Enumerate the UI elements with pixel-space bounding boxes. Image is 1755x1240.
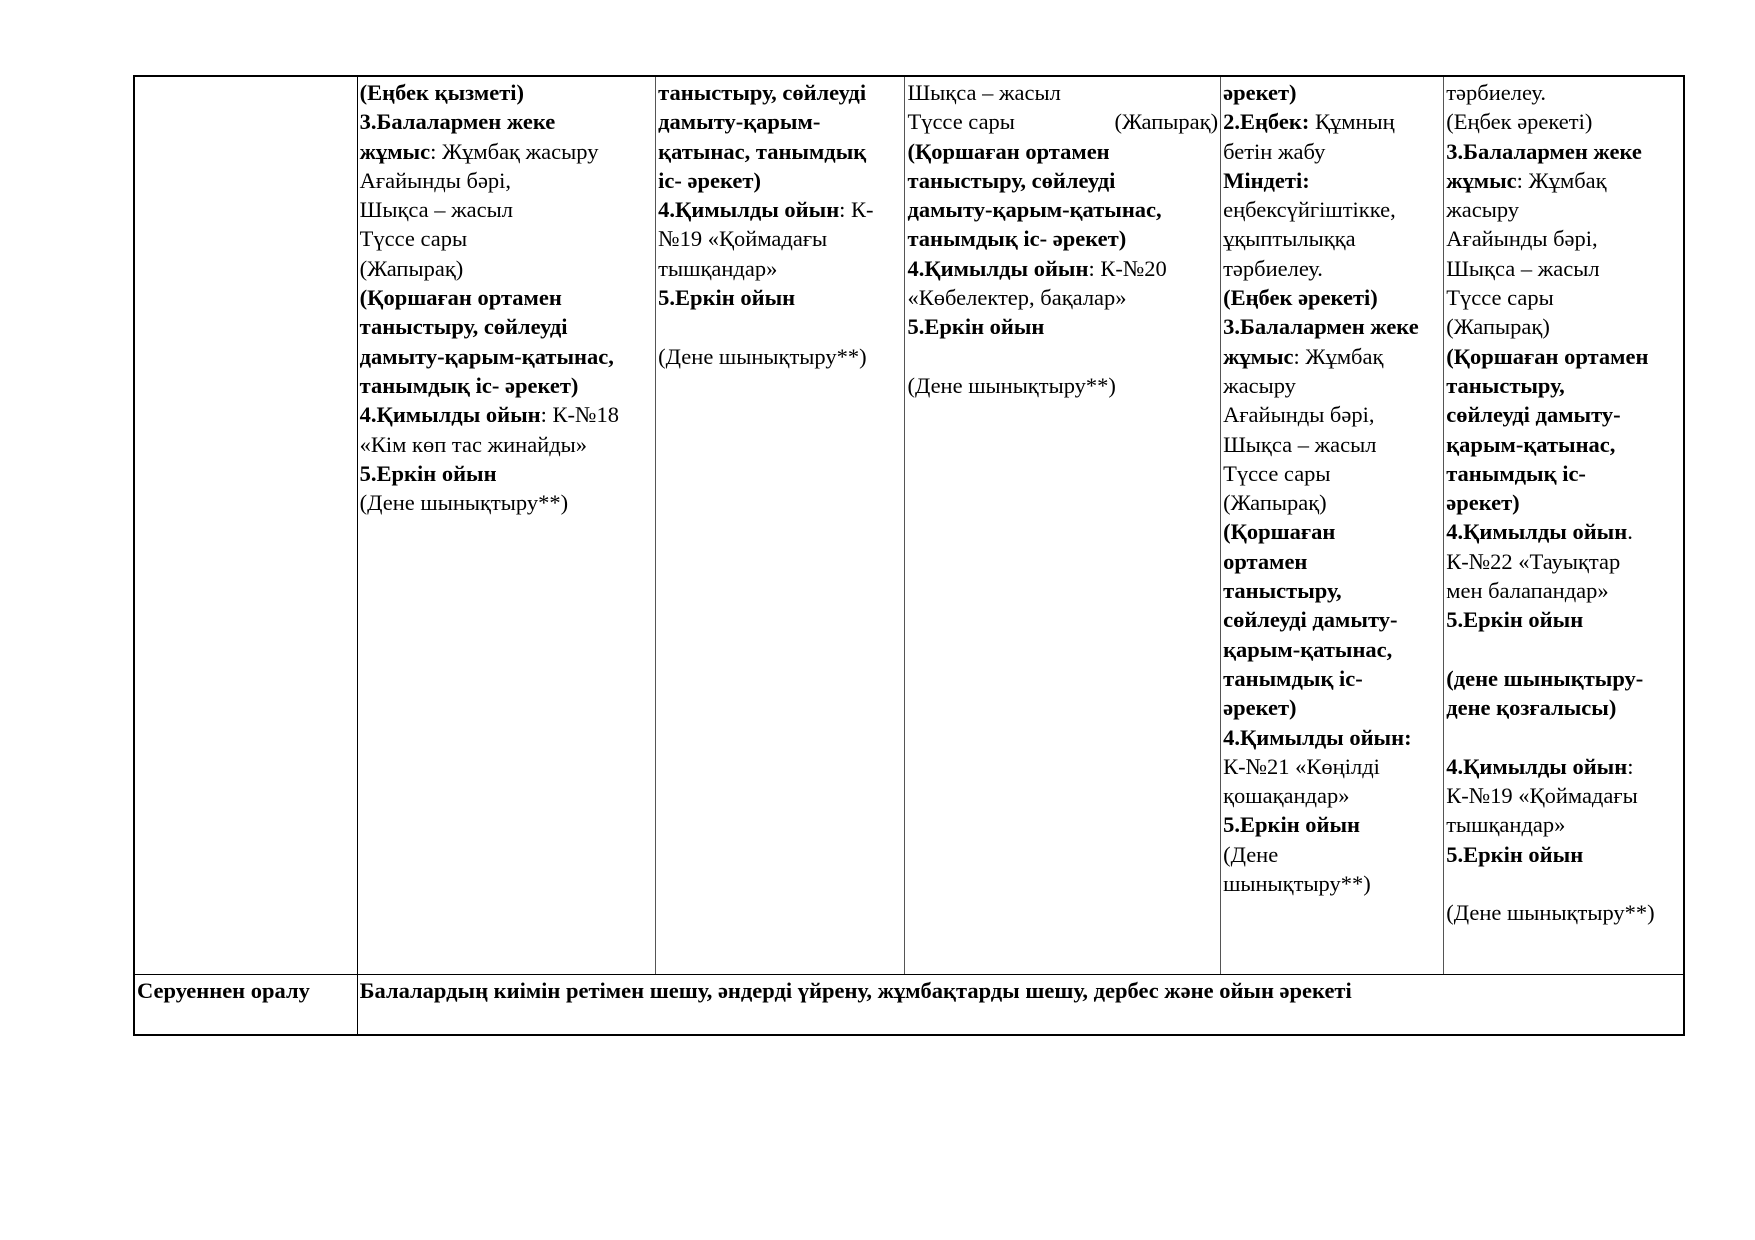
text-line [1446,752,1681,781]
bold-label: 4.Қимылды ойын [658,197,840,223]
text-line: жасыру [1446,197,1520,223]
text-line [907,107,1218,136]
text-line: сөйлеуді дамыту- [1223,607,1398,633]
blank-line [1446,869,1681,898]
bold-label: 4.Қимылды ойын [1446,519,1628,545]
text-line: «Көбелектер, бақалар» [907,285,1127,311]
label-detail: Құмның [1309,109,1395,135]
text-line: Ағайынды бәрі, [1446,226,1598,252]
text-line: Шықса – жасыл [359,197,513,223]
day-cell-6 [1444,76,1684,974]
text-line: №19 «Қоймадағы [658,226,828,252]
text-line: Міндеті: [1223,167,1310,193]
text-line: сөйлеуді дамыту- [1446,402,1621,428]
text-line [658,195,902,224]
return-label: Серуеннен оралу [137,977,310,1003]
text-line: тышқандар» [1446,812,1566,838]
day-cell-4 [905,76,1221,974]
text-line: тәрбиелеу. [1446,80,1547,105]
label-detail: : Жұмбақ [1293,343,1384,369]
text-line: «Кім көп тас жинайды» [359,431,588,457]
bold-label: 4.Қимылды ойын [359,402,541,428]
text-line: қарым-қатынас, [1223,636,1393,662]
day-cell-3 [656,76,905,974]
text-line: (Еңбек әрекеті) [1223,285,1378,311]
schedule-table [133,75,1685,1036]
return-label-cell [134,974,357,1035]
text-line: 3.Балалармен жеке [1223,314,1419,340]
text-line: К-№19 «Қоймадағы [1446,783,1638,809]
text-line: танымдық іс- [1223,665,1363,691]
text-line: таныстыру, сөйлеуді [359,314,568,340]
text-line: 5.Еркін ойын [658,285,796,311]
text-line [1446,166,1681,195]
bold-label: 2.Еңбек: [1223,109,1310,135]
text-line: еңбексүйгіштікке, [1223,197,1396,223]
text-line: (Жапырақ) [1223,490,1327,516]
return-row [134,974,1684,1035]
day-cell-5 [1221,76,1444,974]
text-line: танымдық іс- әрекет) [907,226,1127,252]
row-label-cell-empty [134,76,357,974]
text-line [1446,517,1681,546]
text-line: іс- әрекет) [658,167,761,193]
text-line: (Қоршаған ортамен [359,285,562,311]
text-line: әрекет) [1223,80,1297,105]
blank-line [1446,723,1681,752]
text-line: (Дене шынықтыру**) [907,372,1116,398]
text-line: қатынас, танымдық [658,138,867,164]
text-line: таныстыру, сөйлеуді [658,80,867,105]
text-line: таныстыру, сөйлеуді [907,167,1116,193]
activity-row [134,76,1684,974]
bold-label: жұмыс [1446,167,1517,193]
text-part: Түссе сары [907,109,1015,135]
text-line: (Дене [1223,841,1279,867]
text-line: 3.Балалармен жеке [1446,138,1642,164]
text-line: тәрбиелеу. [1223,255,1323,281]
day-cell-2 [357,76,656,974]
text-line: таныстыру, [1223,578,1342,604]
text-line: (Жапырақ) [1446,314,1550,340]
label-detail: : К-№18 [540,402,619,428]
text-line: жасыру [1223,372,1296,398]
label-detail: : Жұмбақ жасыру [430,138,599,164]
text-line: (Дене шынықтыру**) [359,490,569,516]
text-line: (Жапырақ) [359,255,464,281]
text-line [1223,342,1441,371]
text-line [907,254,1218,283]
blank-line [907,342,1218,371]
text-line: Түссе сары [1223,460,1331,486]
text-line: таныстыру, [1446,372,1565,398]
text-line: Түссе сары [359,226,468,252]
text-line: (Дене шынықтыру**) [1446,900,1655,926]
return-text-cell [357,974,1684,1035]
text-line: қошақандар» [1223,783,1350,809]
text-line: К-№21 «Көңілді [1223,753,1380,779]
text-line: 5.Еркін ойын [359,460,497,486]
text-line: 3.Балалармен жеке [359,109,556,135]
blank-line [658,312,902,341]
text-line: 4.Қимылды ойын: [1223,724,1412,750]
text-line: (Еңбек қызметі) [359,80,524,105]
text-line: Ағайынды бәрі, [1223,402,1375,428]
text-line: бетін жабу [1223,138,1326,164]
bold-label: 4.Қимылды ойын [907,255,1089,281]
text-line: 5.Еркін ойын [907,314,1045,340]
return-text: Балалардың киімін ретімен шешу, әндерді үйрену, жұмбақтарды шешу, дербес және ойын әрекеті [359,977,1352,1003]
text-line: қарым-қатынас, [1446,431,1616,457]
text-line: дамыту-қарым- [658,109,821,135]
text-line: ортамен [1223,548,1308,574]
text-line: (Еңбек әрекеті) [1446,109,1593,135]
text-line: (Қоршаған ортамен [907,138,1110,164]
text-line: (Дене шынықтыру**) [658,343,867,369]
text-line [1223,107,1441,136]
text-line: мен балапандар» [1446,578,1609,604]
text-line: (дене шынықтыру- [1446,665,1644,691]
text-line: шынықтыру**) [1223,871,1371,897]
bold-label: жұмыс [359,138,431,164]
text-line: Ағайынды бәрі, [359,167,512,193]
text-line: танымдық іс- [1446,460,1586,486]
text-line: 5.Еркін ойын [1223,812,1361,838]
text-line: 5.Еркін ойын [1446,607,1584,633]
text-line: дамыту-қарым-қатынас, [907,197,1162,223]
text-line: Шықса – жасыл [1223,431,1377,457]
text-line: дамыту-қарым-қатынас, [359,343,614,369]
text-line: ұқыптылыққа [1223,226,1356,252]
text-line: тышқандар» [658,255,778,281]
text-line: 5.Еркін ойын [1446,841,1584,867]
bold-label: жұмыс [1223,343,1294,369]
text-line: (Қоршаған [1223,519,1336,545]
blank-line [1446,635,1681,664]
label-detail: : Жұмбақ [1516,167,1607,193]
label-detail: : К- [839,197,874,223]
text-line: Шықса – жасыл [1446,255,1600,281]
label-detail: : К-№20 [1088,255,1167,281]
label-detail: : [1627,753,1634,779]
text-line: Түссе сары [1446,285,1554,311]
bold-label: 4.Қимылды ойын [1446,753,1628,779]
text-line [360,400,654,429]
text-part: (Жапырақ) [1114,109,1219,135]
label-detail: . [1627,519,1633,545]
text-line [360,137,654,166]
text-line: танымдық іс- әрекет) [359,372,579,398]
text-line: (Қоршаған ортамен [1446,343,1649,369]
text-line: Шықса – жасыл [907,80,1061,105]
text-line: әрекет) [1446,490,1520,516]
text-line: К-№22 «Тауықтар [1446,548,1621,574]
text-line: дене қозғалысы) [1446,695,1617,721]
text-line: әрекет) [1223,695,1297,721]
